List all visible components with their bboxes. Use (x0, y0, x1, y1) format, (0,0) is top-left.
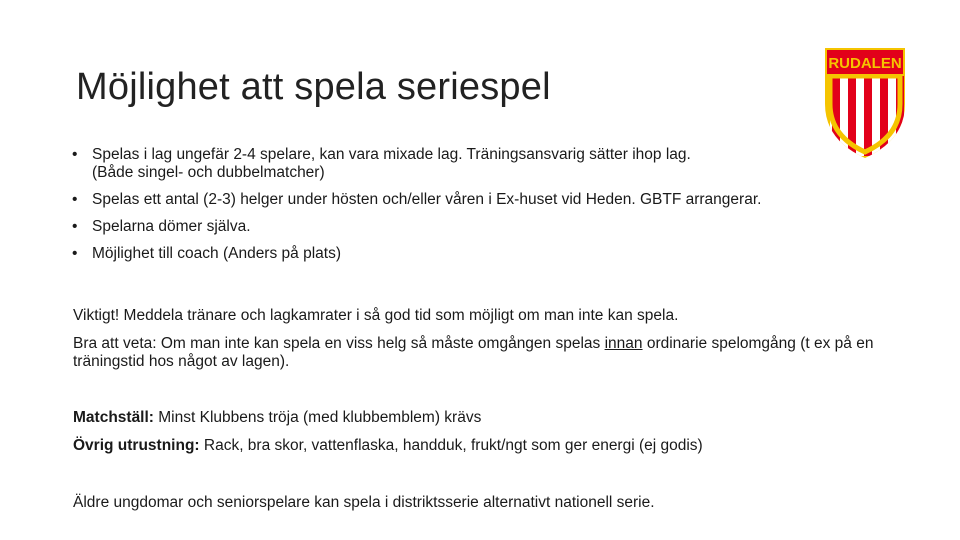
bullet-text: Spelas i lag ungefär 2-4 spelare, kan vara mixade lag. Träningsansvarig sätter ihop lag. (92, 146, 691, 163)
list-item (72, 191, 892, 209)
good-to-know-text-end: ordinarie spelomgång (t ex på en träningstid hos något av lagen). (73, 335, 874, 370)
bullet-text: Möjlighet till coach (Anders på plats) (92, 245, 341, 262)
bullet-symbol: • (72, 191, 78, 208)
equipment-line (73, 437, 903, 455)
match-kit-label: Matchställ: (73, 409, 154, 426)
bullet-symbol: • (72, 245, 78, 262)
good-to-know-text: Bra att veta: Om man inte kan spela en viss helg så måste omgången spelas (73, 335, 605, 352)
list-item (72, 245, 892, 263)
list-item (72, 146, 892, 182)
slide-title: Möjlighet att spela seriespel (76, 66, 551, 108)
underlined-word: innan (604, 335, 643, 352)
match-kit-text: Minst Klubbens tröja (med klubbemblem) krävs (153, 409, 482, 426)
list-item (72, 218, 892, 236)
bullet-list (72, 146, 892, 272)
good-to-know-note (73, 335, 903, 371)
bullet-symbol: • (72, 218, 78, 235)
match-kit-line (73, 409, 903, 427)
closing-note: Äldre ungdomar och seniorspelare kan spela i distriktsserie alternativt nationell serie. (73, 494, 655, 511)
equipment-label: Övrig utrustning: (73, 437, 200, 454)
rudalen-club-logo (819, 42, 911, 162)
bullet-symbol: • (72, 146, 78, 163)
bullet-text: Spelarna dömer själva. (92, 218, 251, 235)
important-note: Viktigt! Meddela tränare och lagkamrater i så god tid som möjligt om man inte kan spela. (73, 307, 679, 324)
logo-text: RUDALEN (828, 55, 902, 72)
bullet-text-cont: (Både singel- och dubbelmatcher) (92, 164, 325, 181)
bullet-text: Spelas ett antal (2-3) helger under hösten och/eller våren i Ex-huset vid Heden. GBTF arrangerar. (92, 191, 762, 208)
equipment-text: Rack, bra skor, vattenflaska, handduk, frukt/ngt som ger energi (ej godis) (199, 437, 703, 454)
